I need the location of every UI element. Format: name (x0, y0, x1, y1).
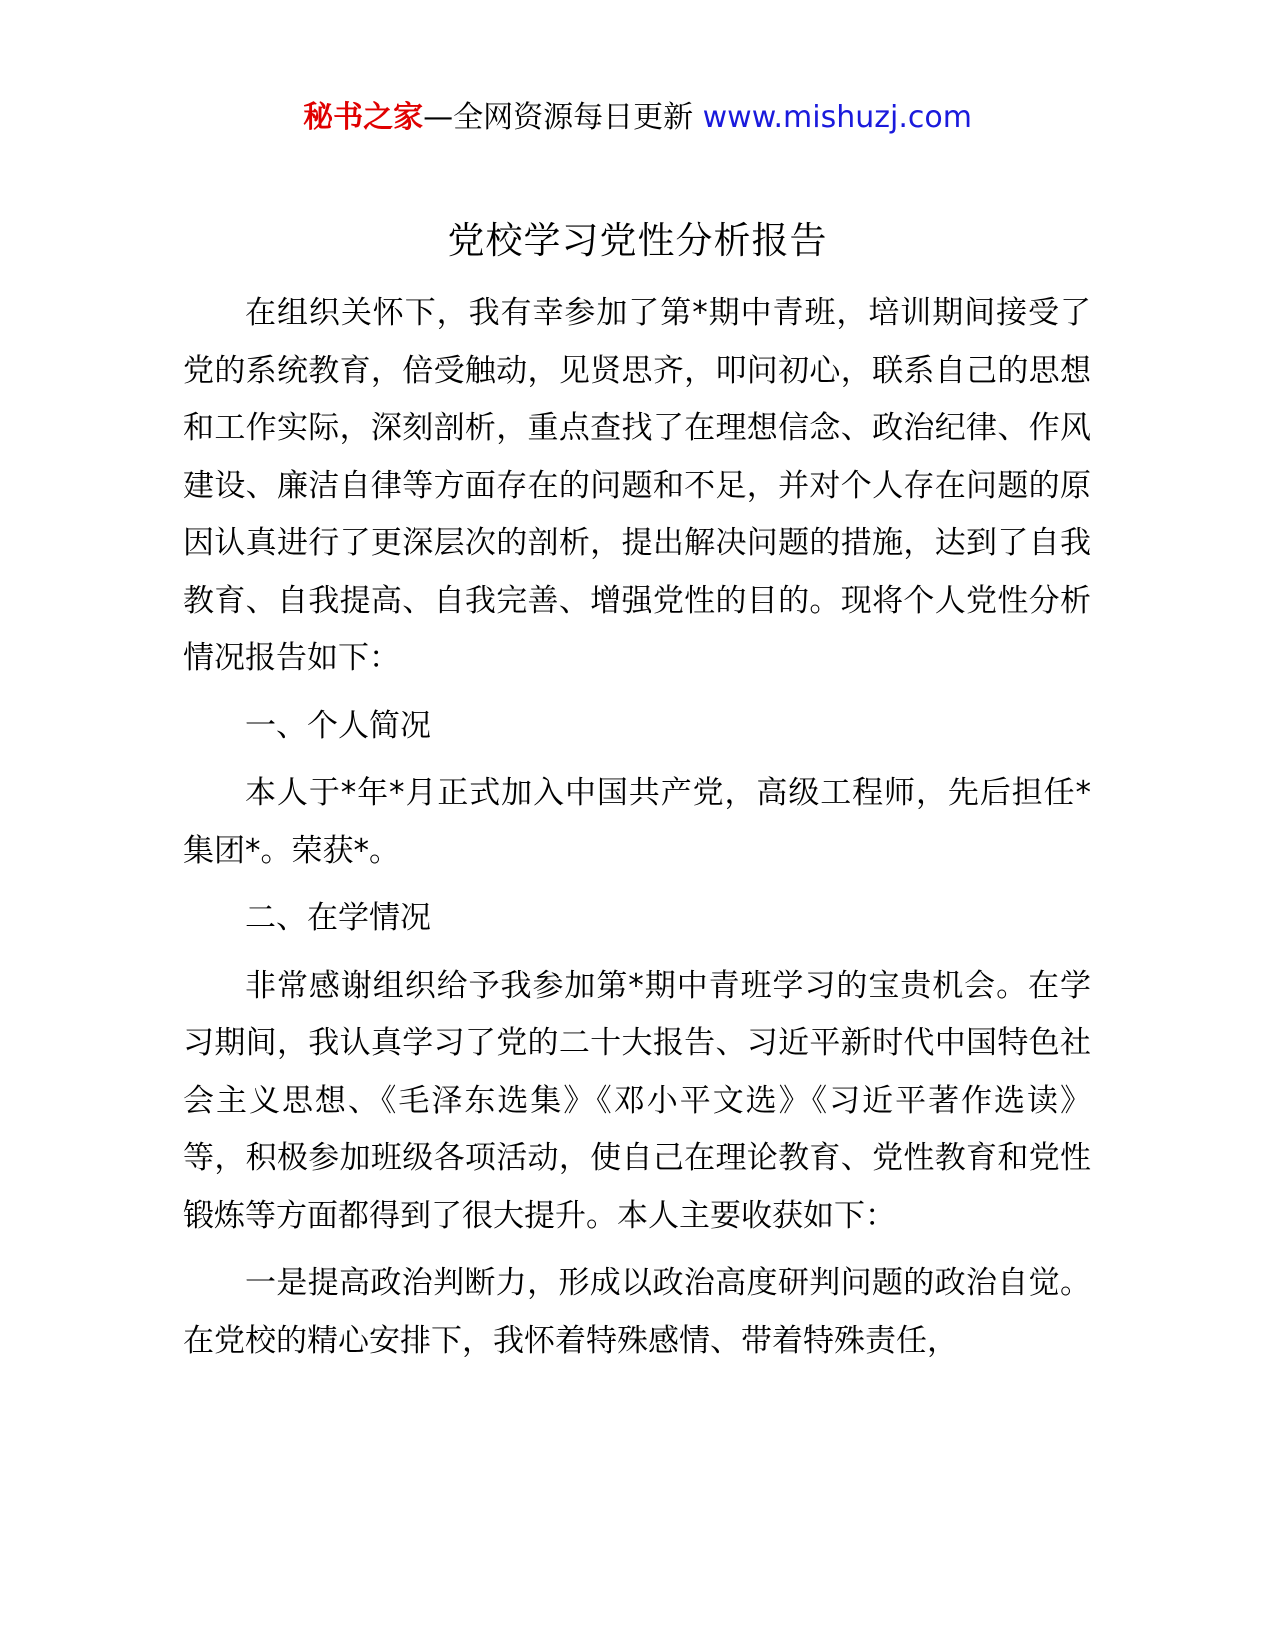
site-header (0, 96, 1275, 140)
section-heading-personal-profile: 一、个人简况 (245, 707, 431, 744)
intro-paragraph: 在组织关怀下，我有幸参加了第*期中青班，培训期间接受了党的系统教育，倍受触动，见贤思齐，叩问初心，联系自己的思想和工作实际，深刻剖析，重点查找了在理想信念、政治纪律、作风建设、廉洁自律等方面存在的问题和不足，并对个人存在问题的原因认真进行了更深层次的剖析，提出解决问题的措施，达到了自我教育、自我提高、自我完善、增强党性的目的。现将个人党性分析情况报告如下： (183, 295, 1091, 676)
section-heading-study-status: 二、在学情况 (245, 900, 431, 936)
document-body (183, 285, 1091, 1370)
study-status-paragraph: 非常感谢组织给予我参加第*期中青班学习的宝贵机会。在学习期间，我认真学习了党的二十大报告、习近平新时代中国特色社会主义思想、《毛泽东选集》《邓小平文选》《习近平著作选读》等，积极参加班级各项活动，使自己在理论教育、党性教育和党性锻炼等方面都得到了很大提升。本人主要收获如下： (183, 967, 1091, 1234)
document-title: 党校学习党性分析报告 (447, 219, 828, 262)
site-tagline: —全网资源每日更新 (423, 100, 694, 135)
gain-one-paragraph: 一是提高政治判断力，形成以政治高度研判问题的政治自觉。在党校的精心安排下，我怀着特殊感情、带着特殊责任， (183, 1265, 1091, 1359)
personal-profile-paragraph: 本人于*年*月正式加入中国共产党，高级工程师，先后担任*集团*。荣获*。 (183, 775, 1091, 869)
site-brand: 秘书之家 (303, 100, 424, 135)
site-url-link[interactable]: www.mishuzj.com (702, 100, 972, 135)
